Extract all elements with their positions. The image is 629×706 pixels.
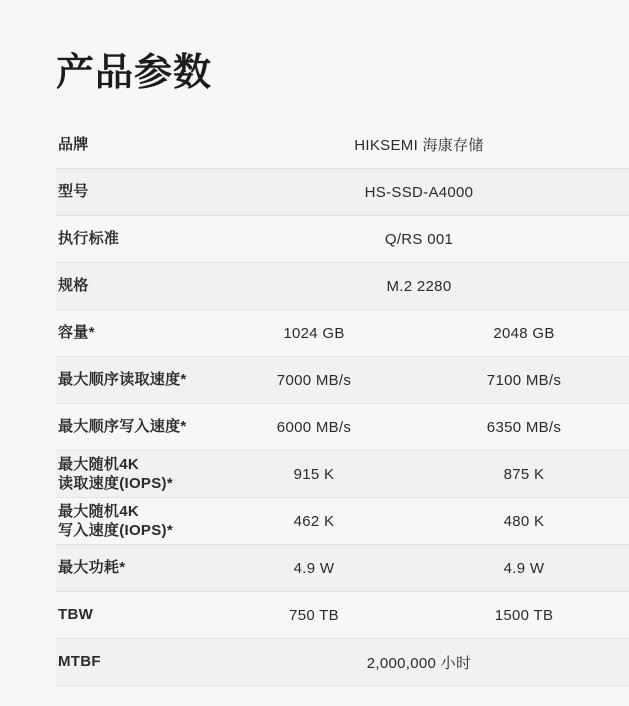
table-row: [56, 310, 629, 357]
spec-label-line: 执行标准: [58, 230, 120, 248]
spec-label-line: 最大功耗*: [58, 559, 126, 577]
spec-label-line: 读取速度(IOPS)*: [58, 475, 173, 493]
spec-table-body: [56, 122, 629, 686]
spec-label-line: 最大随机4K: [58, 502, 139, 520]
spec-value: 6350 MB/s: [419, 404, 629, 451]
spec-value: 462 K: [209, 498, 419, 545]
spec-value: 7100 MB/s: [419, 357, 629, 404]
table-row: [56, 122, 629, 169]
spec-label: [56, 545, 209, 592]
spec-label-line: 最大随机4K: [58, 455, 139, 473]
spec-value: 915 K: [209, 451, 419, 498]
spec-table: [56, 122, 629, 687]
spec-label: [56, 639, 209, 686]
spec-value: 2,000,000 小时: [209, 639, 629, 686]
table-row: [56, 451, 629, 498]
table-row: [56, 639, 629, 686]
spec-label: [56, 357, 209, 404]
spec-value: 480 K: [419, 498, 629, 545]
spec-label: [56, 498, 209, 545]
spec-label: [56, 404, 209, 451]
spec-label: [56, 169, 209, 216]
spec-value: 7000 MB/s: [209, 357, 419, 404]
page-title: 产品参数: [56, 52, 213, 94]
spec-label: [56, 310, 209, 357]
spec-value: 6000 MB/s: [209, 404, 419, 451]
spec-value: HIKSEMI 海康存储: [209, 122, 629, 169]
spec-label-line: 型号: [58, 183, 89, 201]
table-row: [56, 404, 629, 451]
table-row: [56, 357, 629, 404]
table-row: [56, 216, 629, 263]
spec-label-line: 写入速度(IOPS)*: [58, 522, 173, 540]
spec-label: [56, 216, 209, 263]
spec-label-line: 规格: [58, 277, 89, 295]
spec-value: 4.9 W: [209, 545, 419, 592]
table-row: [56, 263, 629, 310]
spec-label: [56, 451, 209, 498]
table-row: [56, 545, 629, 592]
spec-value: 1500 TB: [419, 592, 629, 639]
spec-label-line: MTBF: [58, 653, 101, 671]
spec-value: 4.9 W: [419, 545, 629, 592]
spec-label: [56, 122, 209, 169]
spec-label: [56, 592, 209, 639]
spec-value: HS-SSD-A4000: [209, 169, 629, 216]
spec-value: 1024 GB: [209, 310, 419, 357]
spec-value: Q/RS 001: [209, 216, 629, 263]
spec-value: 875 K: [419, 451, 629, 498]
spec-label-line: 容量*: [58, 324, 95, 342]
spec-value: M.2 2280: [209, 263, 629, 310]
spec-label-line: 最大顺序读取速度*: [58, 371, 187, 389]
spec-label-line: TBW: [58, 606, 94, 624]
table-row: [56, 169, 629, 216]
table-row: [56, 498, 629, 545]
spec-label-line: 品牌: [58, 136, 89, 154]
spec-value: 2048 GB: [419, 310, 629, 357]
table-row: [56, 592, 629, 639]
spec-value: 750 TB: [209, 592, 419, 639]
spec-label-line: 最大顺序写入速度*: [58, 418, 187, 436]
spec-label: [56, 263, 209, 310]
